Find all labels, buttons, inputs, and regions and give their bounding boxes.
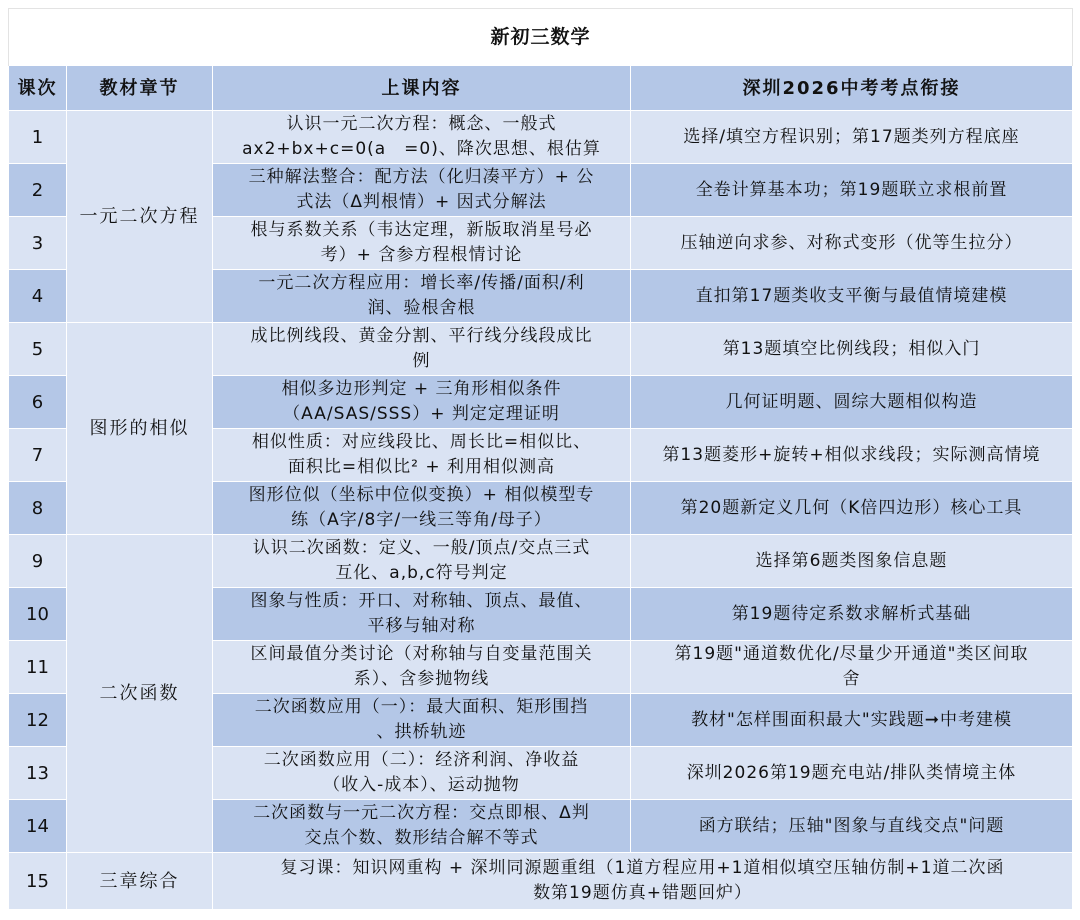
chapter-cell: 二次函数 [67, 535, 213, 853]
lesson-content: 认识一元二次方程：概念、一般式 ax2+bx+c=0(a =0)、降次思想、根估算 [213, 111, 631, 164]
table-row [9, 853, 1073, 910]
exam-link: 第13题填空比例线段；相似入门 [631, 323, 1073, 376]
course-table [8, 8, 1073, 910]
lesson-number: 15 [9, 853, 67, 910]
exam-link: 深圳2026第19题充电站/排队类情境主体 [631, 747, 1073, 800]
exam-link: 直扣第17题类收支平衡与最值情境建模 [631, 270, 1073, 323]
lesson-number: 2 [9, 164, 67, 217]
lesson-number: 10 [9, 588, 67, 641]
lesson-content: 二次函数与一元二次方程：交点即根、Δ判 交点个数、数形结合解不等式 [213, 800, 631, 853]
exam-link: 第13题菱形+旋转+相似求线段；实际测高情境 [631, 429, 1073, 482]
lesson-number: 1 [9, 111, 67, 164]
table-title: 新初三数学 [9, 9, 1073, 66]
lesson-content: 图形位似（坐标中位似变换）+ 相似模型专 练（A字/8字/一线三等角/母子） [213, 482, 631, 535]
lesson-number: 13 [9, 747, 67, 800]
exam-link: 函方联结；压轴"图象与直线交点"问题 [631, 800, 1073, 853]
header-lesson: 课次 [9, 66, 67, 111]
header-content: 上课内容 [213, 66, 631, 111]
header-link: 深圳2026中考考点衔接 [631, 66, 1073, 111]
lesson-content: 二次函数应用（二）：经济利润、净收益 （收入-成本）、运动抛物 [213, 747, 631, 800]
lesson-content: 二次函数应用（一）：最大面积、矩形围挡 、拱桥轨迹 [213, 694, 631, 747]
table-row [9, 323, 1073, 376]
lesson-number: 11 [9, 641, 67, 694]
lesson-content: 根与系数关系（韦达定理，新版取消星号必 考）+ 含参方程根情讨论 [213, 217, 631, 270]
lesson-number: 5 [9, 323, 67, 376]
lesson-content: 区间最值分类讨论（对称轴与自变量范围关 系）、含参抛物线 [213, 641, 631, 694]
exam-link: 压轴逆向求参、对称式变形（优等生拉分） [631, 217, 1073, 270]
lesson-number: 12 [9, 694, 67, 747]
exam-link: 选择/填空方程识别；第17题类列方程底座 [631, 111, 1073, 164]
lesson-content: 成比例线段、黄金分割、平行线分线段成比 例 [213, 323, 631, 376]
exam-link: 全卷计算基本功；第19题联立求根前置 [631, 164, 1073, 217]
lesson-number: 6 [9, 376, 67, 429]
lesson-number: 3 [9, 217, 67, 270]
chapter-cell: 一元二次方程 [67, 111, 213, 323]
lesson-content: 复习课：知识网重构 + 深圳同源题重组（1道方程应用+1道相似填空压轴仿制+1道二次函 数第19题仿真+错题回炉） [213, 853, 1073, 910]
exam-link: 几何证明题、圆综大题相似构造 [631, 376, 1073, 429]
lesson-number: 4 [9, 270, 67, 323]
lesson-content: 三种解法整合：配方法（化归凑平方）+ 公 式法（Δ判根情）+ 因式分解法 [213, 164, 631, 217]
header-chapter: 教材章节 [67, 66, 213, 111]
lesson-number: 9 [9, 535, 67, 588]
table-row [9, 535, 1073, 588]
lesson-content: 认识二次函数：定义、一般/顶点/交点三式 互化、a,b,c符号判定 [213, 535, 631, 588]
exam-link: 选择第6题类图象信息题 [631, 535, 1073, 588]
lesson-content: 一元二次方程应用：增长率/传播/面积/利 润、验根舍根 [213, 270, 631, 323]
lesson-number: 14 [9, 800, 67, 853]
exam-link: 第19题待定系数求解析式基础 [631, 588, 1073, 641]
lesson-content: 相似性质：对应线段比、周长比=相似比、 面积比=相似比² + 利用相似测高 [213, 429, 631, 482]
table-row [9, 111, 1073, 164]
exam-link: 第19题"通道数优化/尽量少开通道"类区间取 舍 [631, 641, 1073, 694]
lesson-number: 7 [9, 429, 67, 482]
lesson-number: 8 [9, 482, 67, 535]
exam-link: 教材"怎样围面积最大"实践题➞中考建模 [631, 694, 1073, 747]
chapter-cell: 图形的相似 [67, 323, 213, 535]
lesson-content: 图象与性质：开口、对称轴、顶点、最值、 平移与轴对称 [213, 588, 631, 641]
exam-link: 第20题新定义几何（K倍四边形）核心工具 [631, 482, 1073, 535]
lesson-content: 相似多边形判定 + 三角形相似条件 （AA/SAS/SSS）+ 判定定理证明 [213, 376, 631, 429]
chapter-cell: 三章综合 [67, 853, 213, 910]
